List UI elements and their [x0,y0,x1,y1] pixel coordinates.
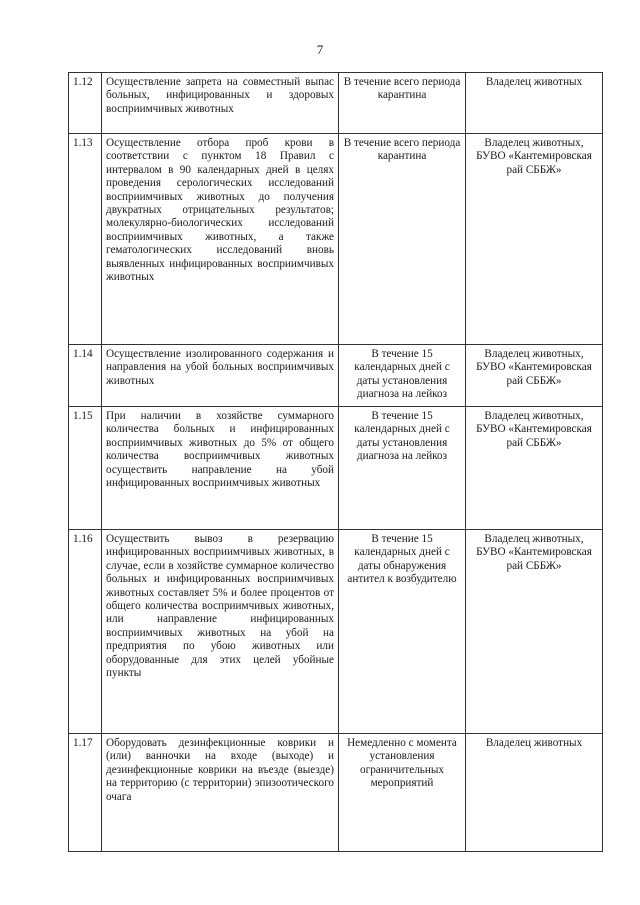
responsible-text: Владелец животных [466,73,603,134]
measure-text: Осуществить вывоз в резервацию инфицированных восприимчивых животных, в случае, если в хозяйстве суммарное количество больных и инфицированных восприимчивых животных составляет 5% и более процентов от общего количества восприимчивых животных, или направление инфицированных восприимчивых животных на убой на предприятия по убою животных или оборудованные для этих целей убойные пункты [102,530,339,734]
responsible-text: Владелец животных, БУВО «Кантемировская рай СББЖ» [466,345,603,407]
row-number: 1.14 [69,345,102,407]
measure-text: Оборудовать дезинфекционные коврики и (или) ванночки на входе (выходе) и дезинфекционные коврики на въезде (выезде) на территорию (с территории) эпизоотического очага [102,734,339,852]
responsible-text: Владелец животных, БУВО «Кантемировская рай СББЖ» [466,530,603,734]
row-number: 1.16 [69,530,102,734]
row-number: 1.13 [69,134,102,345]
table-row [69,734,603,852]
table-row [69,73,603,134]
table-row [69,407,603,530]
responsible-text: Владелец животных, БУВО «Кантемировская рай СББЖ» [466,407,603,530]
term-text: Немедленно с момента установления ограничительных мероприятий [339,734,466,852]
row-number: 1.15 [69,407,102,530]
table-row [69,530,603,734]
row-number: 1.12 [69,73,102,134]
measure-text: Осуществление изолированного содержания и направления на убой больных восприимчивых животных [102,345,339,407]
row-number: 1.17 [69,734,102,852]
table-row [69,345,603,407]
page-number: 7 [316,42,324,57]
measure-text: При наличии в хозяйстве суммарного количества больных и инфицированных восприимчивых животных до 5% от общего количества восприимчивых животных осуществить направление на убой инфицированных восприимчивых животных [102,407,339,530]
term-text: В течение всего периода карантина [339,73,466,134]
responsible-text: Владелец животных [466,734,603,852]
term-text: В течение 15 календарных дней с даты установления диагноза на лейкоз [339,407,466,530]
measure-text: Осуществление запрета на совместный выпас больных, инфицированных и здоровых восприимчивых животных [102,73,339,134]
term-text: В течение 15 календарных дней с даты установления диагноза на лейкоз [339,345,466,407]
responsible-text: Владелец животных, БУВО «Кантемировская рай СББЖ» [466,134,603,345]
term-text: В течение 15 календарных дней с даты обнаружения антител к возбудителю [339,530,466,734]
measure-text: Осуществление отбора проб крови в соответствии с пунктом 18 Правил с интервалом в 90 календарных дней в целях проведения серологических исследований восприимчивых животных до получения двукратных отрицательных результатов; молекулярно-биологических исследований восприимчивых животных, а также гематологических исследований вновь выявленных инфицированных восприимчивых животных [102,134,339,345]
measures-table [68,72,603,852]
term-text: В течение всего периода карантина [339,134,466,345]
table-row [69,134,603,345]
